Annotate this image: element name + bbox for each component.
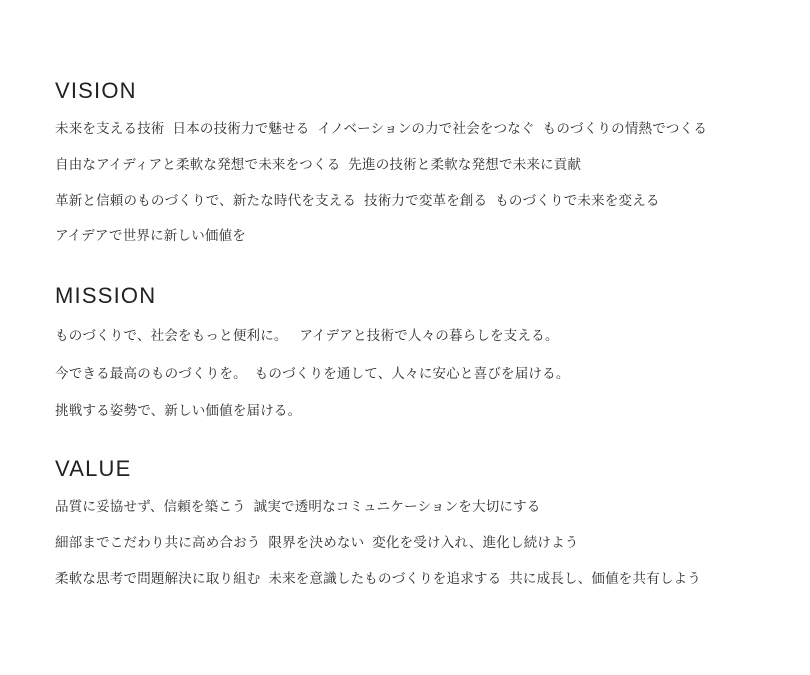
value-line-3: 柔軟な思考で問題解決に取り組む 未来を意識したものづくりを追求する 共に成長し、価値を共有しよう xyxy=(55,570,702,586)
section-mission xyxy=(55,283,755,422)
vision-line-2: 自由なアイディアと柔軟な発想で未来をつくる 先進の技術と柔軟な発想で未来に貢献 xyxy=(55,156,582,172)
vision-line-1: 未来を支える技術 日本の技術力で魅せる イノベーションの力で社会をつなぐ ものづくりの情熱でつくる xyxy=(55,121,708,137)
vision-line-3: 革新と信頼のものづくりで、新たな時代を支える 技術力で変革を創る ものづくりで未来を変える xyxy=(55,192,660,208)
section-title-value: VALUE xyxy=(55,455,132,481)
section-title-vision: VISION xyxy=(55,78,137,103)
section-title-mission: MISSION xyxy=(55,282,157,308)
value-line-1: 品質に妥協せず、信頼を築こう 誠実で透明なコミュニケーションを大切にする xyxy=(55,499,541,515)
vision-line-4: アイデアで世界に新しい価値を xyxy=(55,228,246,244)
section-vision xyxy=(55,78,755,247)
value-line-2: 細部までこだわり共に高め合おう 限界を決めない 変化を受け入れ、進化し続けよう xyxy=(55,534,579,550)
mission-line-3: 挑戦する姿勢で、新しい価値を届ける。 xyxy=(55,403,302,419)
mission-line-2: 今できる最高のものづくりを。 ものづくりを通して、人々に安心と喜びを届ける。 xyxy=(55,365,570,381)
section-value xyxy=(55,456,755,589)
mission-line-1: ものづくりで、社会をもっと便利に。 アイデアと技術で人々の暮らしを支える。 xyxy=(55,328,559,344)
